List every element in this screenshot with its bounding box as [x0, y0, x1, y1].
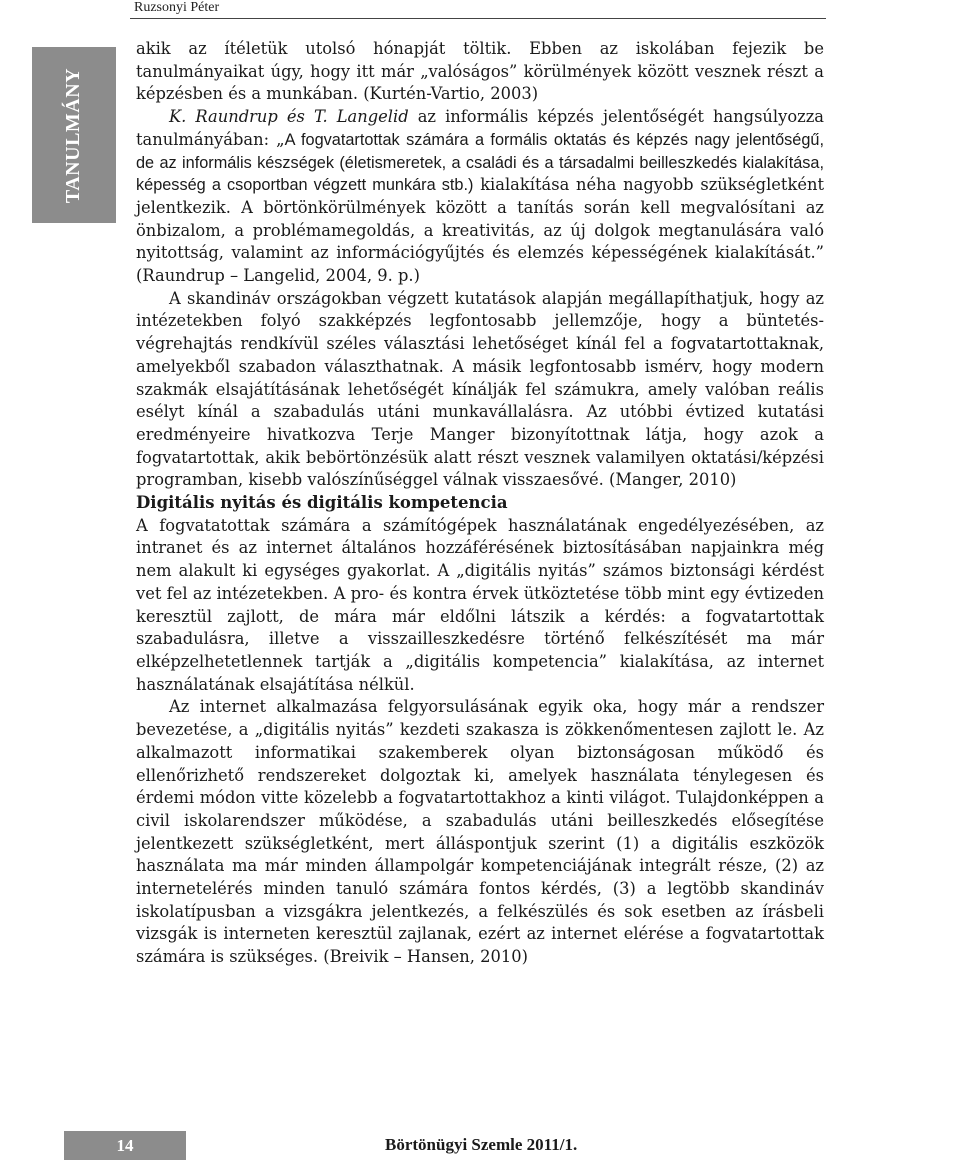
- section-tab-label: TANULMÁNY: [62, 67, 85, 203]
- paragraph: A skandináv országokban végzett kutatások alapján megállapíthatjuk, hogy az intézetekben folyó szakképzés legfontosabb jellemzője, hogy a büntetés-végrehajtás rendkívül széles választási lehetőséget kínál fel a fogvatartottaknak, amelyekből szabadon választhatnak. A másik legfontosabb ismérv, hogy modern szakmák elsajátításának lehetőségét kínálják fel számukra, amely valóban reális esélyt kínál a szabadulás utáni munkavállalásra. Az utóbbi évtized kutatási eredményeire hivatkozva Terje Manger bizonyítottnak látja, hogy azok a fogvatartottak, akik bebörtönzésük alatt részt vesznek valamilyen oktatási/képzési programban, kisebb valószínűséggel válnak visszaesővé. (Manger, 2010): [136, 288, 824, 490]
- page-number: 14: [64, 1131, 186, 1160]
- header-rule: [130, 18, 826, 19]
- paragraph: akik az ítéletük utolsó hónapját töltik. Ebben az iskolában fejezik be tanulmányaikat úgy, hogy itt már „valóságos” körülmények között vesznek részt a képzésben és a munkában. (Kurtén-Vartio, 2003): [136, 39, 824, 104]
- section-tab: [32, 47, 116, 223]
- running-header-author: Ruzsonyi Péter: [134, 0, 220, 15]
- journal-title: Börtönügyi Szemle 2011/1.: [385, 1135, 578, 1154]
- paragraph-text: az informális képzés jelentőségét hangsúlyozza tanulmányában: „: [136, 107, 824, 149]
- paragraph-text: kialakítása néha nagyobb szükségletként jelentkezik. A börtönkörülmények között a tanítás során kell megvalósítani az önbizalom, a problémamegoldás, a kreativitás, az új dolgok megtanulására való nyitottság, valamint az információgyűjtés és elemzés képességének kialakítását.” (Raundrup – Langelid, 2004, 9. p.): [136, 175, 824, 286]
- section-heading: Digitális nyitás és digitális kompetencia: [136, 493, 508, 513]
- paragraph: [136, 106, 824, 288]
- paragraph: Az internet alkalmazása felgyorsulásának egyik oka, hogy már a rendszer bevezetése, a „digitális nyitás” kezdeti szakasza is zökkenőmentesen zajlott le. Az alkalmazott informatikai szakemberek olyan biztonságosan működő és ellenőrizhető rendszereket dolgoztak ki, amelyek használata ténylegesen és érdemi módon vitte közelebb a fogvatartottakhoz a kinti világot. Tulajdonképpen a civil iskolarendszer működése, a szabadulás utáni beilleszkedés elősegítése jelentkezett szükségletként, mert álláspontjuk szerint (1) a digitális eszközök használata ma már minden állampolgár kompetenciájának integrált része, (2) az internetelérés minden tanuló számára fontos kérdés, (3) a legtöbb skandináv iskolatípusban a vizsgákra jelentkezés, a felkészülés és sok esetben az írásbeli vizsgák is interneten keresztül zajlanak, ezért az internet elérése a fogvatartottak számára is szükséges. (Breivik – Hansen, 2010): [136, 697, 824, 967]
- article-body: [136, 38, 824, 969]
- quotation: A fogvatartottak számára a formális oktatás és képzés nagy jelentőségű, de az informális készségek (életismeretek, a családi és a társadalmi beilleszkedés kialakítása, képesség a csoportban végzett munkára stb.): [136, 130, 824, 195]
- cited-authors: K. Raundrup és T. Langelid: [169, 107, 409, 127]
- paragraph: A fogvatatottak számára a számítógépek használatának engedélyezésében, az intranet és az internet általános hozzáférésének biztosításában napjainkra még nem alakult ki egységes gyakorlat. A „digitális nyitás” számos biztonsági kérdést vet fel az intézetekben. A pro- és kontra érvek ütköztetése több mint egy évtizeden keresztül zajlott, de mára már eldőlni látszik a kérdés: a fogvatartottak szabadulásra, illetve a visszailleszkedésre történő felkészítését ma már elképzelhetetlennek tartják a „digitális kompetencia” kialakítása, az internet használatának elsajátítása nélkül.: [136, 515, 824, 694]
